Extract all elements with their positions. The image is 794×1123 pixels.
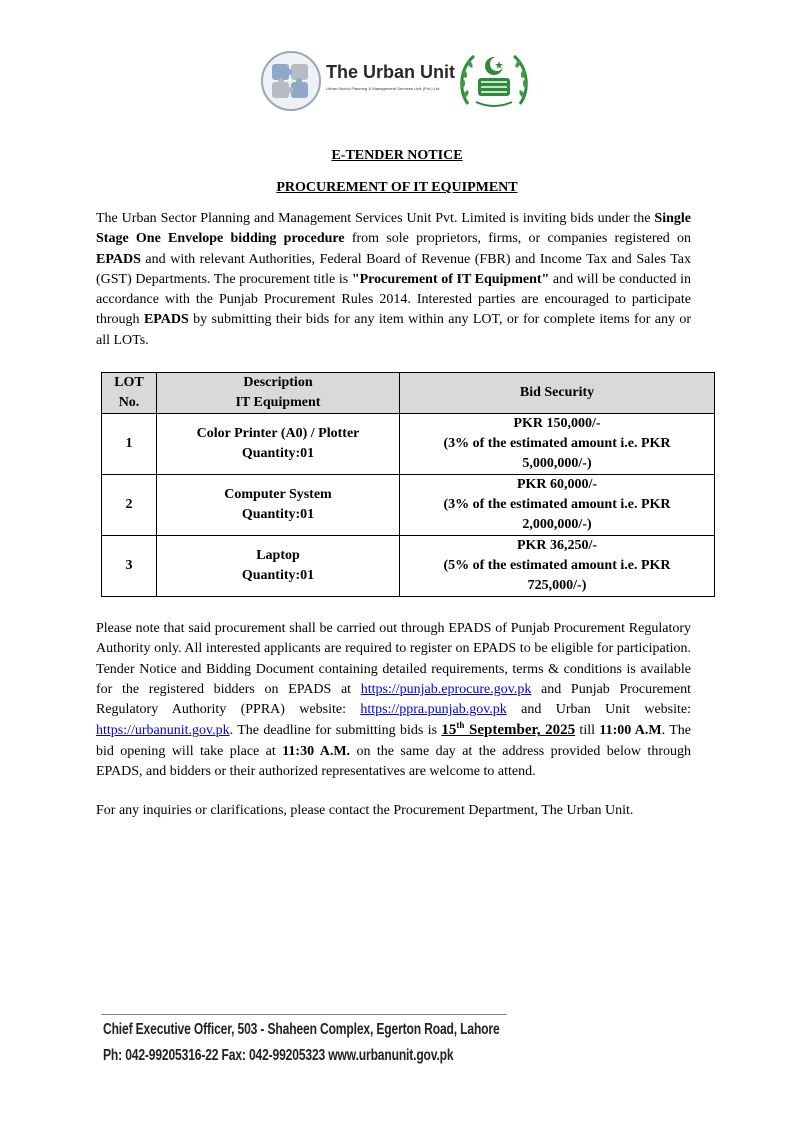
opening-time: 11:30 A.M. xyxy=(282,743,351,759)
eprocure-link[interactable]: https://punjab.eprocure.gov.pk xyxy=(360,681,532,697)
lot-number: 3 xyxy=(102,536,157,597)
table-row xyxy=(102,536,715,597)
ppra-link[interactable]: https://ppra.punjab.gov.pk xyxy=(360,702,507,718)
org-name: The Urban Unit xyxy=(326,62,455,82)
intro-text: and with relevant Authorities, Federal Board of Revenue (FBR) and Income Tax and Sales Tax (GST) Departments. The procurement title is xyxy=(96,251,691,287)
deadline-date: 15th September, 2025 xyxy=(441,720,576,739)
lot-number: 2 xyxy=(102,475,157,536)
details-text: Please note that said procurement shall be carried out through EPADS of Punjab Procurement Regulatory Authority only. All interested applicants are required to register on EPADS to be eligible for participation. Tender Notice and Bidding Document containing detailed requirements, terms & conditions is available for the registered bidders on EPADS at xyxy=(96,621,691,697)
deadline-time: 11:00 A.M xyxy=(599,723,662,739)
table-row xyxy=(102,475,715,536)
contact-paragraph: For any inquiries or clarifications, please contact the Procurement Department, The Urban Unit. xyxy=(96,803,634,818)
table-header-row xyxy=(102,373,715,414)
epads-label: EPADS xyxy=(96,251,141,267)
details-text: and Urban Unit website: xyxy=(506,702,691,718)
punjab-government-emblem-icon xyxy=(454,46,534,116)
footer-address: Chief Executive Officer, 503 - Shaheen Complex, Egerton Road, Lahore xyxy=(103,1021,500,1038)
details-text: and Punjab Procurement Regulatory Authority (PPRA) website: xyxy=(96,681,692,718)
lot-description: Laptop Quantity:01 xyxy=(157,536,400,597)
org-subtitle: Urban Sector Planning & Management Services Unit (Pvt.) Ltd xyxy=(326,86,440,91)
details-text: . The deadline for submitting bids is xyxy=(229,723,442,739)
intro-text: The Urban Sector Planning and Management Services Unit Pvt. Limited is inviting bids under the xyxy=(96,211,655,226)
lot-header: LOT No. xyxy=(102,373,157,414)
bid-security-header: Bid Security xyxy=(400,373,715,414)
header-logos xyxy=(258,46,538,116)
lot-bid-security: PKR 150,000/- (3% of the estimated amount i.e. PKR 5,000,000/-) xyxy=(400,414,715,475)
lot-bid-security: PKR 36,250/- (5% of the estimated amount i.e. PKR 725,000/-) xyxy=(400,536,715,597)
lot-bid-security: PKR 60,000/- (3% of the estimated amount i.e. PKR 2,000,000/-) xyxy=(400,475,715,536)
notice-title: E-TENDER NOTICE xyxy=(331,148,463,163)
table-row xyxy=(102,414,715,475)
urban-unit-logo xyxy=(258,46,453,116)
bidding-procedure: Single Stage One Envelope bidding procedure xyxy=(96,211,691,247)
epads-label: EPADS xyxy=(143,312,189,328)
intro-text: by submitting their bids for any item within any LOT, or for complete items for any or all LOTs. xyxy=(96,312,691,348)
lots-table xyxy=(101,372,715,597)
intro-text: and will be conducted in accordance with the Punjab Procurement Rules 2014. Interested parties are encouraged to participate through xyxy=(96,271,691,328)
lot-number: 1 xyxy=(102,414,157,475)
details-text: till xyxy=(575,723,600,739)
lot-description: Computer System Quantity:01 xyxy=(157,475,400,536)
details-paragraph xyxy=(96,619,691,782)
details-text: on the same day at the address provided below through EPADS, and bidders or their authorized representatives are welcome to attend. xyxy=(96,743,691,780)
puzzle-circle-logo-icon xyxy=(260,50,322,112)
urbanunit-link[interactable]: https://urbanunit.gov.pk xyxy=(96,723,230,739)
intro-text: from sole proprietors, firms, or companies registered on xyxy=(344,231,691,247)
notice-subtitle: PROCUREMENT OF IT EQUIPMENT xyxy=(276,180,518,195)
description-header: Description IT Equipment xyxy=(157,373,400,414)
lot-description: Color Printer (A0) / Plotter Quantity:01 xyxy=(157,414,400,475)
footer-divider xyxy=(101,1014,507,1015)
details-text: . The bid opening will take place at xyxy=(96,723,691,759)
procurement-title: "Procurement of IT Equipment" xyxy=(351,271,550,287)
intro-paragraph xyxy=(96,209,691,351)
footer-contact: Ph: 042-99205316-22 Fax: 042-99205323 www.urbanunit.gov.pk xyxy=(103,1047,454,1064)
